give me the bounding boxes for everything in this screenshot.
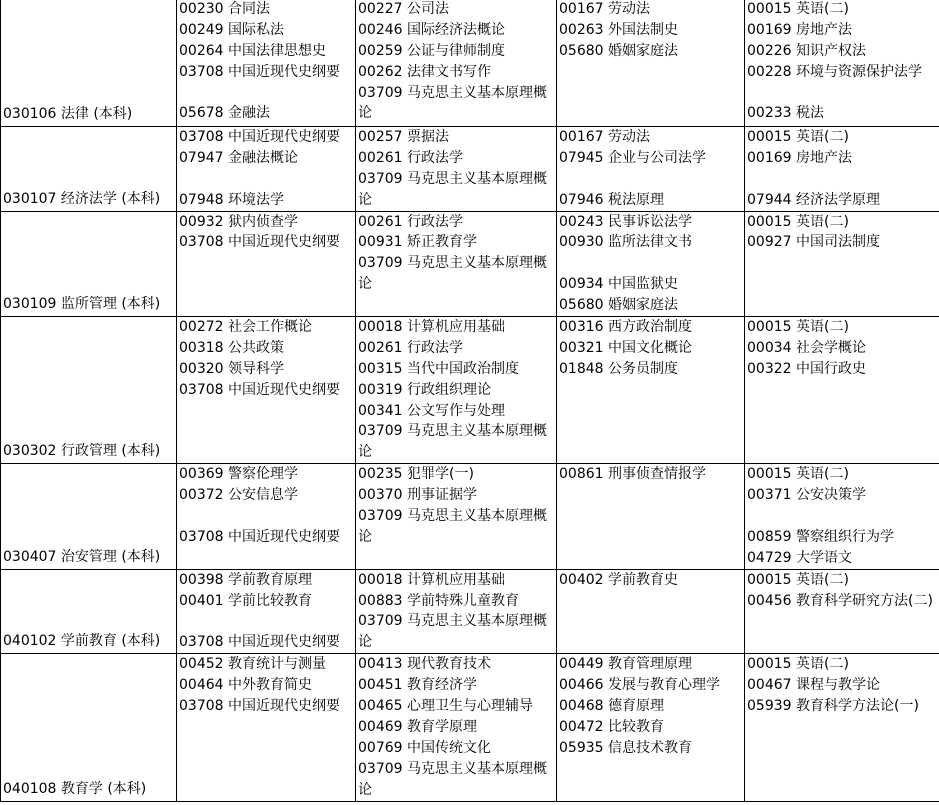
course-entry: 07944 经济法学原理 <box>747 191 880 208</box>
course-cell <box>177 211 356 316</box>
course-entry: 00264 中国法律思想史 <box>179 42 326 59</box>
course-entry: 00249 国际私法 <box>179 21 284 38</box>
course-entry: 05680 婚姻家庭法 <box>559 42 678 59</box>
course-entry: 00169 房地产法 <box>747 149 852 166</box>
course-entry: 00859 警察组织行为学 <box>747 528 894 545</box>
course-entry <box>179 169 355 190</box>
major-label: 030302 行政管理 (本科) <box>3 443 161 460</box>
course-cell <box>356 464 557 569</box>
course-entry: 00246 国际经济法概论 <box>358 21 505 38</box>
course-entry: 00456 教育科学研究方法(二) <box>747 592 933 609</box>
course-entry: 00259 公证与律师制度 <box>358 42 505 59</box>
course-entry <box>179 506 355 527</box>
course-entry: 00372 公安信息学 <box>179 487 298 504</box>
major-label: 030106 法律 (本科) <box>3 106 133 123</box>
course-entry: 00257 票据法 <box>358 129 449 145</box>
course-entry: 00015 英语(二) <box>747 213 849 230</box>
course-cell <box>745 0 939 127</box>
major-label: 040102 学前教育 (本科) <box>3 633 161 650</box>
major-label: 040108 教育学 (本科) <box>3 781 147 798</box>
course-entry: 论 <box>358 781 372 798</box>
course-cell <box>557 317 745 464</box>
course-entry: 00261 行政法学 <box>358 213 463 230</box>
course-entry: 05935 信息技术教育 <box>559 739 692 756</box>
course-entry: 00015 英语(二) <box>747 656 849 673</box>
course-entry: 00235 犯罪学(一) <box>358 466 474 483</box>
course-entry: 03708 中国近现代史纲要 <box>179 698 340 715</box>
course-entry: 00413 现代教育技术 <box>358 656 491 673</box>
table-row <box>1 0 939 127</box>
course-entry: 00169 房地产法 <box>747 21 852 38</box>
course-entry: 03708 中国近现代史纲要 <box>179 528 340 545</box>
course-entry <box>179 611 355 632</box>
course-entry: 00015 英语(二) <box>747 571 849 588</box>
course-entry: 00272 社会工作概论 <box>179 319 312 336</box>
major-cell <box>1 569 177 654</box>
course-entry: 00320 领导科学 <box>179 360 284 377</box>
course-entry: 07947 金融法概论 <box>179 149 298 166</box>
course-cell <box>177 654 356 802</box>
course-entry: 00398 学前教育原理 <box>179 571 312 588</box>
course-entry: 03709 马克思主义基本原理概 <box>358 423 547 440</box>
major-label: 030107 经济法学 (本科) <box>3 190 161 207</box>
course-entry: 03708 中国近现代史纲要 <box>179 129 340 145</box>
course-cell <box>745 127 939 212</box>
course-entry: 03709 马克思主义基本原理概 <box>358 84 547 101</box>
course-cell <box>356 0 557 127</box>
table-row <box>1 317 939 464</box>
course-entry: 00228 环境与资源保护法学 <box>747 63 922 80</box>
course-entry: 00472 比较教育 <box>559 718 664 735</box>
course-entry: 00015 英语(二) <box>747 1 849 17</box>
course-entry: 00927 中国司法制度 <box>747 234 880 251</box>
course-cell <box>356 654 557 802</box>
table-body <box>1 0 939 802</box>
course-cell <box>557 464 745 569</box>
course-cell <box>745 317 939 464</box>
course-cell <box>177 0 356 127</box>
course-entry: 00401 学前比较教育 <box>179 592 312 609</box>
course-entry: 00261 行政法学 <box>358 339 463 356</box>
major-cell <box>1 317 177 464</box>
course-entry: 00015 英语(二) <box>747 319 849 336</box>
course-entry: 00015 英语(二) <box>747 129 849 145</box>
course-cell <box>177 569 356 654</box>
course-entry: 03708 中国近现代史纲要 <box>179 634 340 651</box>
course-entry: 00883 学前特殊儿童教育 <box>358 592 519 609</box>
course-entry: 00451 教育经济学 <box>358 677 477 694</box>
course-entry: 05939 教育科学方法论(一) <box>747 698 919 715</box>
course-entry: 00227 公司法 <box>358 1 449 17</box>
course-cell <box>745 569 939 654</box>
course-cell <box>177 127 356 212</box>
course-cell <box>745 464 939 569</box>
table-row <box>1 464 939 569</box>
major-cell <box>1 211 177 316</box>
course-entry: 00402 学前教育史 <box>559 571 678 588</box>
course-entry: 07948 环境法学 <box>179 191 284 208</box>
course-cell <box>745 211 939 316</box>
course-cell <box>557 0 745 127</box>
course-entry: 论 <box>358 528 372 545</box>
course-entry: 00322 中国行政史 <box>747 360 866 377</box>
course-entry: 00468 德育原理 <box>559 698 664 715</box>
course-cell <box>557 211 745 316</box>
course-entry: 00318 公共政策 <box>179 339 284 356</box>
major-cell <box>1 464 177 569</box>
course-entry: 00167 劳动法 <box>559 129 650 145</box>
course-entry: 00226 知识产权法 <box>747 42 866 59</box>
course-entry: 00464 中外教育简史 <box>179 677 312 694</box>
course-entry: 00467 课程与教学论 <box>747 677 880 694</box>
course-entry <box>559 253 744 274</box>
course-entry: 00341 公文写作与处理 <box>358 402 505 419</box>
major-cell <box>1 0 177 127</box>
course-cell <box>557 127 745 212</box>
course-cell <box>356 127 557 212</box>
table-row <box>1 569 939 654</box>
course-entry: 00243 民事诉讼法学 <box>559 213 692 230</box>
course-entry: 04729 大学语文 <box>747 549 852 566</box>
major-cell <box>1 654 177 802</box>
course-entry: 00263 外国法制史 <box>559 21 678 38</box>
course-entry: 00449 教育管理原理 <box>559 656 692 673</box>
course-entry: 00018 计算机应用基础 <box>358 319 505 336</box>
course-entry <box>179 83 355 104</box>
course-entry: 00465 心理卫生与心理辅导 <box>358 698 533 715</box>
course-cell <box>745 654 939 802</box>
course-entry <box>747 169 939 190</box>
course-entry: 00930 监所法律文书 <box>559 234 692 251</box>
course-entry: 00167 劳动法 <box>559 1 650 17</box>
course-entry: 00315 当代中国政治制度 <box>358 360 519 377</box>
course-cell <box>356 317 557 464</box>
course-entry: 00469 教育学原理 <box>358 718 477 735</box>
course-entry: 00233 税法 <box>747 105 824 122</box>
table-row <box>1 211 939 316</box>
course-entry: 03708 中国近现代史纲要 <box>179 381 340 398</box>
course-entry: 03709 马克思主义基本原理概 <box>358 508 547 525</box>
course-cell <box>356 211 557 316</box>
course-entry: 00452 教育统计与测量 <box>179 656 326 673</box>
course-entry: 00861 刑事侦查情报学 <box>559 466 706 483</box>
course-entry: 00230 合同法 <box>179 1 270 17</box>
major-cell <box>1 127 177 212</box>
course-cell <box>557 654 745 802</box>
course-entry: 论 <box>358 276 372 293</box>
course-entry: 07946 税法原理 <box>559 191 664 208</box>
course-entry: 00034 社会学概论 <box>747 339 866 356</box>
course-entry: 05678 金融法 <box>179 105 270 122</box>
course-entry: 00371 公安决策学 <box>747 487 866 504</box>
course-entry: 03709 马克思主义基本原理概 <box>358 170 547 187</box>
course-entry: 07945 企业与公司法学 <box>559 149 706 166</box>
table-row <box>1 654 939 802</box>
course-entry: 03708 中国近现代史纲要 <box>179 63 340 80</box>
course-entry: 00769 中国传统文化 <box>358 739 491 756</box>
course-entry <box>559 169 744 190</box>
course-cell <box>356 569 557 654</box>
course-cell <box>177 317 356 464</box>
course-entry: 00369 警察伦理学 <box>179 466 298 483</box>
course-cell <box>177 464 356 569</box>
course-entry: 论 <box>358 105 372 122</box>
course-entry <box>747 83 939 104</box>
course-entry: 00934 中国监狱史 <box>559 276 678 293</box>
course-entry: 00319 行政组织理论 <box>358 381 491 398</box>
table-row <box>1 127 939 212</box>
course-entry: 00370 刑事证据学 <box>358 487 477 504</box>
course-entry <box>747 506 939 527</box>
course-entry: 论 <box>358 634 372 651</box>
course-entry: 01848 公务员制度 <box>559 360 678 377</box>
course-entry: 00018 计算机应用基础 <box>358 571 505 588</box>
course-entry: 03709 马克思主义基本原理概 <box>358 760 547 777</box>
course-entry: 03708 中国近现代史纲要 <box>179 234 340 251</box>
course-entry: 00931 矫正教育学 <box>358 234 477 251</box>
course-entry: 03709 马克思主义基本原理概 <box>358 613 547 630</box>
course-entry: 论 <box>358 444 372 461</box>
course-entry: 00466 发展与教育心理学 <box>559 677 720 694</box>
course-entry: 00321 中国文化概论 <box>559 339 692 356</box>
major-label: 030109 监所管理 (本科) <box>3 296 161 313</box>
course-entry: 00262 法律文书写作 <box>358 63 491 80</box>
course-entry: 00316 西方政治制度 <box>559 319 692 336</box>
course-entry: 00261 行政法学 <box>358 149 463 166</box>
course-entry: 00015 英语(二) <box>747 466 849 483</box>
course-entry: 03709 马克思主义基本原理概 <box>358 255 547 272</box>
course-entry: 05680 婚姻家庭法 <box>559 297 678 314</box>
course-cell <box>557 569 745 654</box>
major-label: 030407 治安管理 (本科) <box>3 548 161 565</box>
course-entry: 论 <box>358 191 372 208</box>
course-entry: 00932 狱内侦查学 <box>179 213 298 230</box>
